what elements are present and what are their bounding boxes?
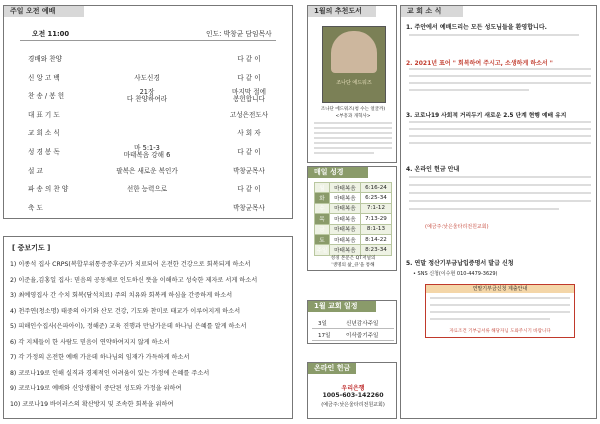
prayer-item: 2) 이준율,김홍일 집사: 믿음의 공동체로 인도하신 뜻을 이해하고 성숙한 제자로 서게 하소서 (10, 276, 258, 284)
reading-row (315, 193, 392, 203)
inner-notice-title: 연말기부금신청 제출안내 (426, 285, 574, 293)
book-caption-2: <부흥과 개혁사> (335, 114, 371, 119)
reading-book: 마태복음 (330, 224, 361, 234)
header-divider (20, 40, 276, 41)
order-item: 파 송 의 찬 양 (28, 185, 69, 194)
worship-time: 오전 11:00 (32, 30, 70, 38)
order-who: 박창균목사 (233, 203, 265, 212)
notice-text-line (430, 318, 550, 320)
reading-day: 수 (315, 203, 330, 213)
reading-range: 8:1-13 (360, 224, 391, 234)
book-caption-1: 조나단 에드워즈(청 수는 얼굴까) (320, 107, 386, 112)
worship-order-row (4, 180, 292, 197)
reading-box (307, 166, 397, 271)
book-box (307, 5, 397, 163)
reading-table (314, 182, 392, 256)
news-text-line (409, 128, 591, 130)
order-item: 신 앙 고 백 (28, 73, 60, 82)
reading-range: 8:14-22 (360, 234, 391, 244)
worship-order-row (4, 199, 292, 216)
reading-header: 매일 성경 (308, 167, 368, 178)
worship-order-row (4, 143, 292, 160)
inner-notice-red: 자료조건 기부금서류 해당자님 도와주시기 바랍니다 (449, 329, 551, 334)
reading-day: 화 (315, 193, 330, 203)
bank-holder: (예금주:낮은울타리전원교회) (321, 402, 385, 408)
meet-list (312, 317, 394, 341)
account-note: (예금주:낮은울타리전원교회) (425, 224, 489, 230)
prayer-item: 3) 최예영집사 간 수치 회복(담석치료) 주의 치유와 회복케 하심을 간증하게 하소서 (10, 292, 233, 299)
reading-day: 월 (315, 183, 330, 193)
book-blurb-line (314, 152, 374, 154)
meet-header: 1월 교회 일정 (308, 301, 376, 312)
order-who: 다 같 이 (237, 55, 261, 63)
book-blurb-line (314, 142, 392, 144)
news-text-line (409, 68, 591, 70)
prayer-item: 8) 코로나19로 인해 실직과 경제적인 어려움이 있는 가정에 은혜를 주소서 (10, 369, 210, 377)
news-item-2: 2. 2021년 표어 " 회복하여 주시고, 소생하게 하소서 " (406, 60, 553, 67)
meet-desc: 이삭줍기주일 (346, 333, 379, 339)
meet-desc: 신년감사주일 (346, 321, 379, 327)
news-text-line (409, 184, 591, 186)
news-text-line (409, 208, 559, 210)
book-blurb-line (314, 132, 392, 134)
reading-book: 마태복음 (330, 203, 361, 213)
reading-row (315, 183, 392, 193)
news-header: 교 회 소 식 (401, 6, 463, 17)
meet-day: 17일 (318, 333, 331, 339)
order-item: 찬 송 / 봉 헌 (28, 92, 65, 101)
news-item-4: 4. 온라인 헌금 안내 (406, 166, 460, 173)
reading-row (315, 234, 392, 244)
offering-box (307, 362, 397, 419)
book-blurb-line (314, 147, 392, 149)
order-who: 다 같 이 (237, 148, 261, 156)
book-blurb-line (314, 137, 392, 139)
sns-note: • SNS 신청(이수현 010-4479-3629) (413, 271, 498, 277)
reading-row (315, 245, 392, 255)
order-detail: 다 찬양하여라 (126, 95, 168, 104)
reading-day: 주일 (315, 245, 330, 255)
news-box (400, 5, 597, 419)
notice-text-line (430, 311, 570, 313)
reading-book: 마태복음 (330, 183, 361, 193)
worship-order-box (3, 5, 293, 219)
order-item: 설 교 (28, 166, 43, 175)
meet-day: 3일 (318, 321, 327, 327)
book-cover (322, 26, 386, 103)
order-who: 마지막 절에 (232, 88, 266, 97)
meet-row (312, 317, 394, 329)
notice-text-line (430, 304, 570, 306)
book-header: 1월의 추천도서 (308, 6, 376, 17)
order-who: 고성은전도사 (229, 110, 269, 119)
reading-range: 7:13-29 (360, 214, 391, 224)
worship-order-row (4, 162, 292, 179)
reading-book: 마태복음 (330, 234, 361, 244)
order-who: 사 회 자 (237, 129, 261, 138)
prayer-item: 1) 이종석 집사 CRPS(복합부위통증증후군)가 치료되어 온전한 건강으로 회복되게 하소서 (10, 261, 251, 268)
news-text-line (409, 142, 591, 144)
news-text-line (409, 121, 591, 123)
meet-row (312, 329, 394, 341)
news-text-line (409, 200, 591, 202)
worship-order-row (4, 69, 292, 86)
notice-text-line (430, 297, 570, 299)
order-item: 성 경 봉 독 (28, 148, 60, 156)
news-text-line (409, 75, 591, 77)
reading-table-wrap (314, 182, 392, 256)
bank-name: 우리은행 (341, 385, 365, 392)
order-item: 축 도 (28, 203, 43, 212)
reading-note-1: 성경 본문은 QT저널의 (330, 256, 376, 261)
prayer-header: [ 중보기도 ] (12, 244, 51, 252)
order-detail: 21장 (139, 88, 155, 97)
reading-day: 토 (315, 234, 330, 244)
order-who: 박창균목사 (233, 166, 265, 175)
order-item: 교 회 소 식 (28, 129, 60, 138)
reading-book: 마태복음 (330, 245, 361, 255)
prayer-item: 10) 코로나19 바이러스의 확산방지 및 조속한 회복을 위하여 (10, 400, 174, 408)
news-item-5: 5. 연말 정산기부금납입증명서 발급 신청 (406, 260, 514, 267)
order-detail: 마 5:1-3 (134, 144, 160, 152)
reading-row (315, 214, 392, 224)
reading-range: 7:1-12 (360, 203, 391, 213)
book-cover-title: 조나단 에드워즈 (336, 80, 372, 86)
reading-note-2: '생명의 삶_큐'을 통해 (331, 263, 375, 268)
reading-book: 마태복음 (330, 193, 361, 203)
reading-day: 금 (315, 224, 330, 234)
order-detail: 팔복은 새로운 복인가 (116, 166, 178, 175)
book-blurb-line (314, 122, 392, 124)
offering-header: 온라인 헌금 (308, 363, 356, 374)
worship-order-row (4, 50, 292, 67)
inner-notice-box (425, 284, 575, 338)
news-text-line (409, 82, 591, 84)
news-text-line (409, 192, 591, 194)
order-who: 다 같 이 (237, 73, 261, 82)
news-text-line (409, 135, 591, 137)
order-who: 봉헌합니다 (233, 95, 265, 104)
bank-account: 1005-603-142260 (322, 392, 384, 399)
book-portrait (331, 31, 377, 73)
order-item: 경배와 찬양 (28, 55, 62, 63)
reading-range: 6:16-24 (360, 183, 391, 193)
reading-row (315, 203, 392, 213)
news-text-line (409, 89, 529, 91)
order-detail: 마태복음 강해 6 (123, 151, 171, 159)
order-detail: 선한 능력으로 (126, 185, 168, 194)
reading-row (315, 224, 392, 234)
prayer-item: 6) 각 지체들이 한 사람도 믿음이 연약하여지지 않게 하소서 (10, 338, 170, 346)
prayer-item: 5) 피해인수집사(은파아이), 정해준) 교육 진행과 만남가운데 하나님 은혜를 알게 하소서 (10, 323, 247, 330)
order-detail: 사도신경 (134, 73, 160, 82)
book-blurb-line (314, 127, 392, 129)
meet-box (307, 300, 397, 344)
reading-day: 목 (315, 214, 330, 224)
news-item-3: 3. 코로나19 사회적 거리두기 새로운 2.5 단계 현행 예배 유지 (406, 113, 567, 119)
news-text-line (409, 176, 591, 178)
prayer-item: 4) 천주연(청소명) 태중의 아기와 산모 건강, 기도와 찬미로 태교가 이루어지게 하소서 (10, 307, 241, 315)
worship-leader: 인도: 박창균 담임목사 (206, 30, 272, 38)
news-item-1: 1. 주안에서 예배드리는 모든 성도님들을 환영합니다. (406, 24, 547, 31)
reading-range: 6:25-34 (360, 193, 391, 203)
prayer-item: 7) 각 가정의 온전한 예배 가운데 하나님의 임재가 가득하게 하소서 (10, 354, 190, 361)
news-text-line (409, 34, 579, 36)
prayer-item: 9) 코로나19로 예배와 신앙생활이 중단된 성도와 가정을 위하여 (10, 385, 182, 392)
order-who: 다 같 이 (237, 185, 261, 194)
worship-order-row (4, 106, 292, 123)
order-item: 대 표 기 도 (28, 110, 60, 119)
worship-order-row (4, 87, 292, 104)
worship-order-row (4, 124, 292, 141)
worship-header: 주일 오전 예배 (4, 6, 84, 17)
prayer-box (3, 236, 293, 419)
reading-range: 8:23-34 (360, 245, 391, 255)
reading-book: 마태복음 (330, 214, 361, 224)
